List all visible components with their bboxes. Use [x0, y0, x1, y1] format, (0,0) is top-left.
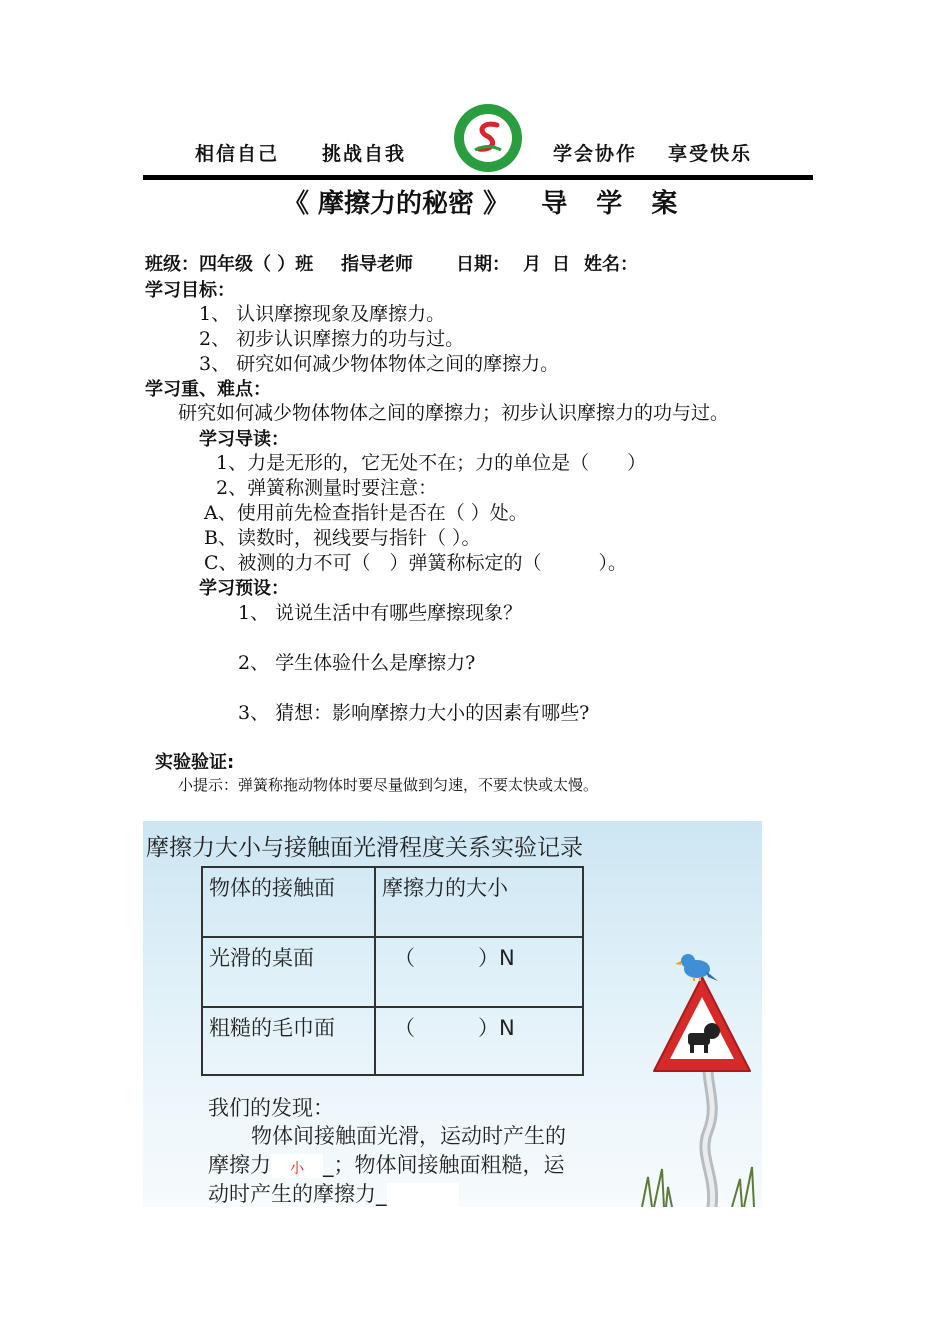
table-cell: （ ）N — [375, 1007, 583, 1075]
table-row — [202, 1007, 583, 1075]
table-header-row — [202, 867, 583, 937]
experiment-record-slide — [143, 821, 762, 1207]
header-rule — [143, 175, 813, 180]
finding-answer-small: 小 — [290, 1161, 304, 1177]
date-label: 日期： — [456, 254, 510, 275]
title-main: 《 摩擦力的秘密 》 — [283, 189, 510, 219]
goal-item: 1、 认识摩擦现象及摩擦力。 — [199, 303, 446, 325]
finding-line-1: 物体间接触面光滑，运动时产生的 — [251, 1124, 566, 1148]
record-table — [201, 866, 584, 1076]
table-cell: （ ）N — [375, 937, 583, 1007]
guide-item-2: 2、弹簧称测量时要注意： — [216, 477, 438, 499]
finding-line-2a: 摩擦力 — [208, 1153, 271, 1177]
title-suffix: 导 学 案 — [541, 189, 688, 219]
month-label: 月 — [523, 254, 541, 275]
finding-line-3-text: 动时产生的摩擦力_ — [208, 1182, 387, 1206]
name-label: 姓名： — [584, 254, 638, 275]
guide-item-c: C、被测的力不可（ ）弹簧称标定的（ ）。 — [204, 552, 628, 574]
table-row — [202, 937, 583, 1007]
warning-sign-illustration — [632, 941, 762, 1207]
guide-item-1: 1、力是无形的，它无处不在；力的单位是（ ） — [216, 452, 647, 474]
table-cell: 粗糙的毛巾面 — [202, 1007, 375, 1075]
guide-item-a: A、使用前先检查指针是否在（ ）处。 — [204, 502, 528, 524]
finding-line-2b: _；物体间接触面粗糙，运 — [323, 1153, 565, 1177]
preset-heading: 学习预设： — [199, 578, 289, 599]
goal-item: 2、 初步认识摩擦力的功与过。 — [199, 328, 465, 350]
table-header-cell: 物体的接触面 — [202, 867, 375, 937]
school-logo-icon — [453, 103, 523, 173]
motto-left-1: 相信自己 — [195, 143, 280, 165]
preset-item: 1、 说说生活中有哪些摩擦现象？ — [238, 602, 523, 624]
finding-heading: 我们的发现： — [208, 1096, 334, 1120]
experiment-hint: 小提示：弹簧称拖动物体时要尽量做到匀速，不要太快或太慢。 — [178, 776, 599, 794]
motto-left-2: 挑战自我 — [322, 143, 407, 165]
motto-right-2: 享受快乐 — [668, 143, 753, 165]
guide-item-b: B、读数时，视线要与指针（ ）。 — [204, 527, 481, 549]
motto-right-1: 学会协作 — [553, 143, 638, 165]
teacher-label: 指导老师 — [341, 254, 413, 275]
goals-heading: 学习目标： — [145, 280, 235, 301]
key-points-text: 研究如何减少物体物体之间的摩擦力；初步认识摩擦力的功与过。 — [178, 402, 730, 424]
guide-heading: 学习导读： — [199, 429, 289, 450]
goal-item: 3、 研究如何减少物体物体之间的摩擦力。 — [199, 353, 560, 375]
day-label: 日 — [552, 254, 570, 275]
finding-line-2 — [208, 1149, 565, 1179]
finding-line-3 — [208, 1178, 459, 1207]
page-title — [283, 183, 687, 220]
table-cell: 光滑的桌面 — [202, 937, 375, 1007]
class-label: 班级：四年级（ ）班 — [145, 254, 314, 275]
table-header-cell: 摩擦力的大小 — [375, 867, 583, 937]
preset-item: 2、 学生体验什么是摩擦力? — [238, 652, 476, 674]
experiment-heading: 实验验证: — [155, 752, 235, 773]
preset-item: 3、 猜想：影响摩擦力大小的因素有哪些? — [238, 702, 590, 724]
key-points-heading: 学习重、难点： — [145, 379, 271, 400]
slide-title: 摩擦力大小与接触面光滑程度关系实验记录 — [146, 835, 583, 861]
